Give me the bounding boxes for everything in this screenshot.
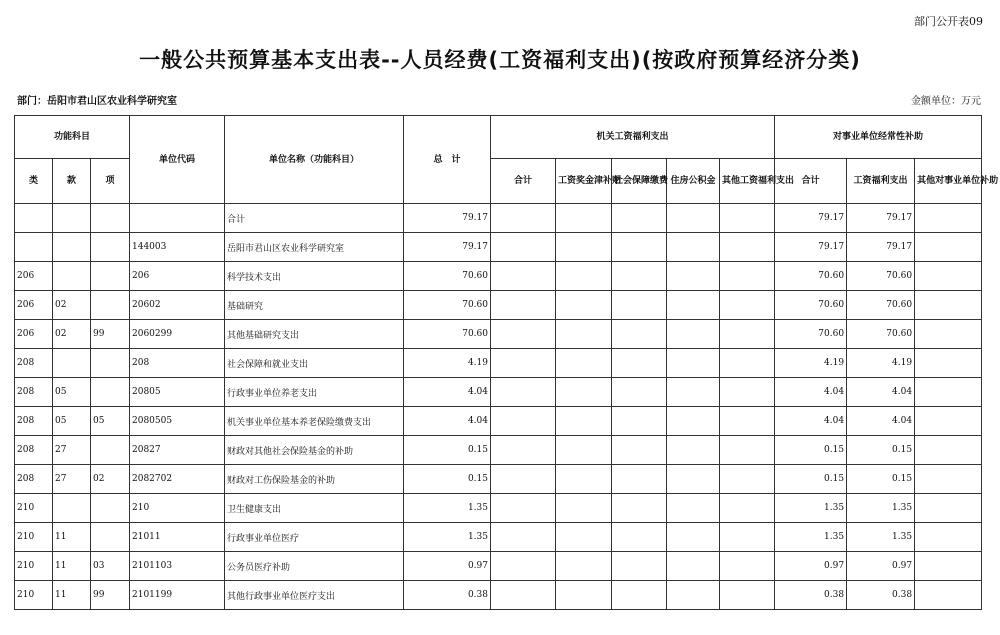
cell-agency-housing: [667, 552, 720, 581]
cell-agency-bonus: [556, 349, 612, 378]
cell-unit-name: 卫生健康支出: [225, 494, 404, 523]
cell-total: 0.97: [404, 552, 491, 581]
cell-agency-other: [720, 349, 775, 378]
cell-agency-total: [491, 523, 556, 552]
cell-unit-name: 基础研究: [225, 291, 404, 320]
cell-unit-name: 其他行政事业单位医疗支出: [225, 581, 404, 610]
cell-inst-wage: 70.60: [847, 320, 915, 349]
cell-inst-other: [915, 233, 982, 262]
cell-unit-code: 208: [130, 349, 225, 378]
cell-total: 1.35: [404, 523, 491, 552]
cell-kuan: 05: [53, 407, 91, 436]
header-agency-bonus: 工资奖金津补贴: [556, 159, 612, 204]
cell-inst-other: [915, 523, 982, 552]
cell-unit-code: 206: [130, 262, 225, 291]
table-row: [15, 233, 982, 262]
cell-inst-total: 70.60: [775, 291, 847, 320]
cell-agency-bonus: [556, 407, 612, 436]
cell-lei: 210: [15, 494, 53, 523]
cell-agency-total: [491, 233, 556, 262]
cell-agency-other: [720, 552, 775, 581]
header-institution-group: 对事业单位经常性补助: [775, 116, 982, 159]
cell-total: 0.38: [404, 581, 491, 610]
cell-agency-housing: [667, 581, 720, 610]
cell-agency-total: [491, 407, 556, 436]
cell-xiang: [91, 291, 130, 320]
cell-inst-wage: 0.38: [847, 581, 915, 610]
cell-xiang: [91, 349, 130, 378]
cell-inst-total: 79.17: [775, 204, 847, 233]
header-lei: 类: [15, 159, 53, 204]
header-unit-code: 单位代码: [130, 116, 225, 204]
cell-agency-bonus: [556, 378, 612, 407]
header-total: 总 计: [404, 116, 491, 204]
table-row: [15, 523, 982, 552]
cell-lei: 210: [15, 552, 53, 581]
cell-unit-name: 公务员医疗补助: [225, 552, 404, 581]
table-body: [15, 204, 982, 610]
cell-agency-social: [612, 552, 667, 581]
cell-agency-other: [720, 320, 775, 349]
cell-agency-bonus: [556, 494, 612, 523]
cell-agency-social: [612, 378, 667, 407]
cell-inst-total: 70.60: [775, 320, 847, 349]
header-agency-total: 合计: [491, 159, 556, 204]
cell-inst-other: [915, 204, 982, 233]
cell-inst-wage: 4.04: [847, 407, 915, 436]
cell-inst-other: [915, 291, 982, 320]
cell-unit-code: 21011: [130, 523, 225, 552]
cell-total: 4.04: [404, 378, 491, 407]
cell-lei: [15, 204, 53, 233]
cell-kuan: [53, 262, 91, 291]
cell-inst-total: 4.04: [775, 407, 847, 436]
cell-inst-wage: 79.17: [847, 233, 915, 262]
cell-agency-social: [612, 465, 667, 494]
cell-inst-wage: 4.04: [847, 378, 915, 407]
cell-lei: 208: [15, 407, 53, 436]
cell-kuan: [53, 494, 91, 523]
department-label: 部门：岳阳市君山区农业科学研究室: [17, 96, 177, 107]
header-agency-social: 社会保障缴费: [612, 159, 667, 204]
cell-agency-social: [612, 320, 667, 349]
cell-lei: 208: [15, 465, 53, 494]
cell-inst-other: [915, 552, 982, 581]
cell-total: 70.60: [404, 291, 491, 320]
cell-agency-other: [720, 523, 775, 552]
cell-agency-other: [720, 494, 775, 523]
cell-unit-code: 20827: [130, 436, 225, 465]
cell-unit-code: 144003: [130, 233, 225, 262]
cell-total: 70.60: [404, 320, 491, 349]
cell-agency-social: [612, 233, 667, 262]
cell-lei: 208: [15, 378, 53, 407]
cell-kuan: 27: [53, 465, 91, 494]
cell-inst-total: 0.97: [775, 552, 847, 581]
cell-agency-housing: [667, 465, 720, 494]
cell-agency-other: [720, 581, 775, 610]
cell-total: 1.35: [404, 494, 491, 523]
form-number: 部门公开表09: [914, 15, 983, 28]
cell-kuan: 27: [53, 436, 91, 465]
cell-inst-wage: 0.97: [847, 552, 915, 581]
cell-agency-bonus: [556, 291, 612, 320]
cell-kuan: 11: [53, 552, 91, 581]
table-row: [15, 581, 982, 610]
table-row: [15, 291, 982, 320]
cell-agency-total: [491, 204, 556, 233]
cell-unit-code: 2101199: [130, 581, 225, 610]
cell-total: 79.17: [404, 233, 491, 262]
cell-total: 70.60: [404, 262, 491, 291]
cell-lei: 210: [15, 581, 53, 610]
cell-agency-social: [612, 581, 667, 610]
cell-agency-housing: [667, 291, 720, 320]
cell-inst-wage: 1.35: [847, 494, 915, 523]
header-agency-other: 其他工资福利支出: [720, 159, 775, 204]
cell-agency-total: [491, 349, 556, 378]
cell-agency-bonus: [556, 465, 612, 494]
table-row: [15, 552, 982, 581]
cell-unit-name: 机关事业单位基本养老保险缴费支出: [225, 407, 404, 436]
amount-unit-label: 金额单位：万元: [911, 96, 981, 107]
cell-unit-code: 2101103: [130, 552, 225, 581]
cell-inst-total: 0.38: [775, 581, 847, 610]
cell-total: 0.15: [404, 436, 491, 465]
cell-agency-social: [612, 291, 667, 320]
cell-inst-total: 1.35: [775, 523, 847, 552]
cell-xiang: [91, 523, 130, 552]
header-xiang: 项: [91, 159, 130, 204]
cell-unit-name: 财政对工伤保险基金的补助: [225, 465, 404, 494]
cell-agency-social: [612, 494, 667, 523]
cell-xiang: [91, 378, 130, 407]
cell-xiang: 05: [91, 407, 130, 436]
table-row: [15, 494, 982, 523]
cell-unit-name: 其他基础研究支出: [225, 320, 404, 349]
cell-agency-total: [491, 552, 556, 581]
cell-agency-social: [612, 436, 667, 465]
cell-xiang: [91, 262, 130, 291]
cell-unit-name: 行政事业单位医疗: [225, 523, 404, 552]
table-row: [15, 262, 982, 291]
cell-inst-other: [915, 320, 982, 349]
cell-lei: 208: [15, 436, 53, 465]
cell-agency-total: [491, 291, 556, 320]
cell-agency-housing: [667, 436, 720, 465]
cell-agency-housing: [667, 378, 720, 407]
cell-agency-housing: [667, 349, 720, 378]
table-row: [15, 204, 982, 233]
cell-inst-wage: 70.60: [847, 291, 915, 320]
table-row: [15, 465, 982, 494]
cell-kuan: 11: [53, 581, 91, 610]
cell-unit-code: 2080505: [130, 407, 225, 436]
cell-inst-total: 0.15: [775, 436, 847, 465]
cell-agency-bonus: [556, 436, 612, 465]
cell-agency-total: [491, 378, 556, 407]
cell-total: 4.19: [404, 349, 491, 378]
cell-agency-bonus: [556, 523, 612, 552]
cell-inst-total: 0.15: [775, 465, 847, 494]
cell-lei: [15, 233, 53, 262]
cell-xiang: 02: [91, 465, 130, 494]
cell-inst-other: [915, 581, 982, 610]
cell-total: 4.04: [404, 407, 491, 436]
cell-agency-total: [491, 262, 556, 291]
cell-agency-other: [720, 291, 775, 320]
cell-inst-wage: 4.19: [847, 349, 915, 378]
cell-agency-total: [491, 436, 556, 465]
cell-unit-code: 2082702: [130, 465, 225, 494]
cell-agency-other: [720, 204, 775, 233]
cell-inst-wage: 1.35: [847, 523, 915, 552]
cell-unit-name: 岳阳市君山区农业科学研究室: [225, 233, 404, 262]
cell-kuan: 05: [53, 378, 91, 407]
cell-inst-total: 4.19: [775, 349, 847, 378]
cell-agency-other: [720, 378, 775, 407]
cell-lei: 208: [15, 349, 53, 378]
cell-lei: 206: [15, 320, 53, 349]
cell-inst-other: [915, 436, 982, 465]
cell-unit-code: 210: [130, 494, 225, 523]
header-agency-housing: 住房公积金: [667, 159, 720, 204]
cell-xiang: [91, 233, 130, 262]
cell-inst-other: [915, 465, 982, 494]
cell-inst-wage: 70.60: [847, 262, 915, 291]
table-row: [15, 320, 982, 349]
cell-agency-bonus: [556, 233, 612, 262]
cell-lei: 206: [15, 291, 53, 320]
cell-kuan: [53, 233, 91, 262]
cell-xiang: 99: [91, 320, 130, 349]
cell-agency-housing: [667, 523, 720, 552]
cell-xiang: [91, 494, 130, 523]
cell-agency-other: [720, 233, 775, 262]
cell-unit-name: 财政对其他社会保险基金的补助: [225, 436, 404, 465]
cell-unit-code: [130, 204, 225, 233]
cell-inst-total: 79.17: [775, 233, 847, 262]
cell-unit-name: 科学技术支出: [225, 262, 404, 291]
table-row: [15, 349, 982, 378]
page-title: 一般公共预算基本支出表--人员经费(工资福利支出)(按政府预算经济分类): [139, 48, 861, 72]
cell-agency-bonus: [556, 552, 612, 581]
cell-lei: 210: [15, 523, 53, 552]
cell-unit-name: 行政事业单位养老支出: [225, 378, 404, 407]
header-agency-group: 机关工资福利支出: [491, 116, 775, 159]
cell-xiang: 03: [91, 552, 130, 581]
cell-unit-name: 社会保障和就业支出: [225, 349, 404, 378]
cell-agency-bonus: [556, 320, 612, 349]
table-row: [15, 436, 982, 465]
cell-agency-total: [491, 465, 556, 494]
header-unit-name: 单位名称（功能科目）: [225, 116, 404, 204]
header-kuan: 款: [53, 159, 91, 204]
header-inst-total: 合计: [775, 159, 847, 204]
cell-agency-other: [720, 407, 775, 436]
cell-agency-housing: [667, 320, 720, 349]
header-inst-other: 其他对事业单位补助: [915, 159, 982, 204]
cell-inst-wage: 79.17: [847, 204, 915, 233]
cell-kuan: [53, 204, 91, 233]
cell-agency-social: [612, 204, 667, 233]
cell-inst-other: [915, 378, 982, 407]
cell-agency-social: [612, 262, 667, 291]
cell-inst-total: 4.04: [775, 378, 847, 407]
cell-agency-social: [612, 523, 667, 552]
cell-inst-other: [915, 349, 982, 378]
cell-agency-housing: [667, 204, 720, 233]
cell-agency-total: [491, 581, 556, 610]
cell-kuan: 02: [53, 320, 91, 349]
cell-kuan: [53, 349, 91, 378]
cell-xiang: [91, 436, 130, 465]
cell-agency-social: [612, 349, 667, 378]
cell-unit-code: 20805: [130, 378, 225, 407]
cell-inst-other: [915, 262, 982, 291]
cell-unit-code: 2060299: [130, 320, 225, 349]
table-row: [15, 378, 982, 407]
cell-xiang: [91, 204, 130, 233]
table-row: [15, 407, 982, 436]
cell-xiang: 99: [91, 581, 130, 610]
cell-agency-housing: [667, 262, 720, 291]
cell-agency-housing: [667, 407, 720, 436]
header-inst-wage: 工资福利支出: [847, 159, 915, 204]
cell-agency-other: [720, 436, 775, 465]
cell-agency-other: [720, 465, 775, 494]
cell-agency-total: [491, 320, 556, 349]
cell-agency-total: [491, 494, 556, 523]
cell-total: 0.15: [404, 465, 491, 494]
cell-agency-social: [612, 407, 667, 436]
cell-inst-other: [915, 494, 982, 523]
cell-inst-wage: 0.15: [847, 465, 915, 494]
cell-inst-total: 1.35: [775, 494, 847, 523]
budget-table: [14, 115, 999, 610]
cell-unit-name: 合计: [225, 204, 404, 233]
cell-kuan: 11: [53, 523, 91, 552]
header-func-subject: 功能科目: [15, 116, 130, 159]
cell-inst-wage: 0.15: [847, 436, 915, 465]
cell-agency-housing: [667, 494, 720, 523]
cell-total: 79.17: [404, 204, 491, 233]
cell-agency-bonus: [556, 581, 612, 610]
cell-agency-other: [720, 262, 775, 291]
cell-agency-bonus: [556, 262, 612, 291]
cell-unit-code: 20602: [130, 291, 225, 320]
cell-agency-housing: [667, 233, 720, 262]
cell-lei: 206: [15, 262, 53, 291]
cell-inst-other: [915, 407, 982, 436]
cell-agency-bonus: [556, 204, 612, 233]
cell-inst-total: 70.60: [775, 262, 847, 291]
table-header: [15, 116, 999, 204]
cell-kuan: 02: [53, 291, 91, 320]
